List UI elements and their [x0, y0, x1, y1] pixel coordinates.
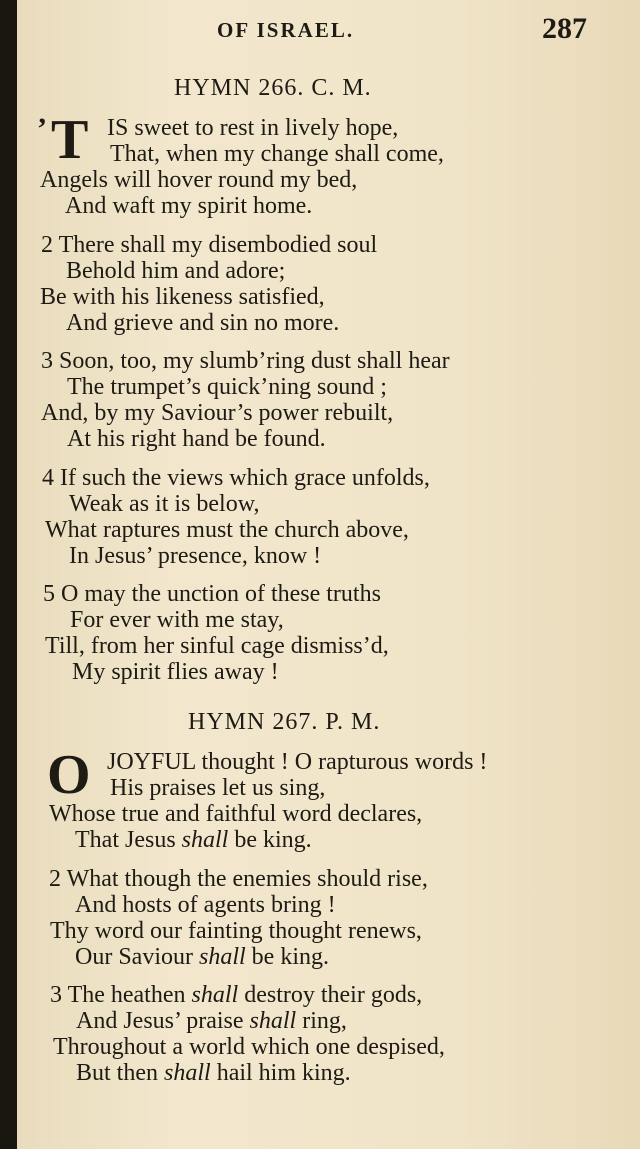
running-title: OF ISRAEL. [217, 18, 355, 42]
h266-s3-line3: And, by my Saviour’s power rebuilt, [41, 400, 394, 426]
h267-s3-line2: And Jesus’ praise shall ring, [76, 1008, 347, 1034]
h266-s1-line3: Angels will hover round my bed, [40, 167, 358, 193]
h267-s3-line3: Throughout a world which one despised, [53, 1034, 445, 1060]
h266-s2-line4: And grieve and sin no more. [66, 310, 340, 336]
h266-s1-line4: And waft my spirit home. [65, 193, 313, 219]
h266-s3-line2: The trumpet’s quick’ning sound ; [67, 374, 387, 400]
h266-s4-line2: Weak as it is below, [69, 491, 260, 517]
h267-s1-line2: His praises let us sing, [110, 775, 326, 801]
h266-s4-line3: What raptures must the church above, [45, 517, 409, 543]
h266-s1-line2: That, when my change shall come, [110, 141, 444, 167]
h266-s3-line4: At his right hand be found. [67, 426, 326, 452]
h267-s1-line3: Whose true and faithful word declares, [49, 801, 423, 827]
hymn-267-heading: HYMN 267. P. M. [188, 709, 381, 735]
dropcap-apostrophe: ’ [37, 112, 47, 145]
h266-s5-line4: My spirit flies away ! [72, 659, 279, 685]
h267-s1-line1: JOYFUL thought ! O rapturous words ! [107, 749, 488, 775]
book-spine-shadow [0, 0, 17, 1149]
h267-s2-line1: 2 What though the enemies should rise, [49, 866, 428, 892]
h266-s1-line1: IS sweet to rest in lively hope, [107, 115, 399, 141]
h267-s1-line4: That Jesus shall be king. [75, 827, 312, 853]
h267-s2-line3: Thy word our fainting thought renews, [50, 918, 422, 944]
h266-s3-line1: 3 Soon, too, my slumb’ring dust shall hear [41, 348, 450, 374]
book-page [17, 0, 640, 1149]
h266-s5-line2: For ever with me stay, [70, 607, 284, 633]
h267-s2-line2: And hosts of agents bring ! [75, 892, 336, 918]
hymn-266-heading: HYMN 266. C. M. [174, 75, 372, 101]
h266-s4-line4: In Jesus’ presence, know ! [69, 543, 322, 569]
hymn-266-dropcap: T [51, 109, 89, 171]
page-number: 287 [542, 12, 587, 45]
h267-s3-line4: But then shall hail him king. [76, 1060, 351, 1086]
h267-s2-line4: Our Saviour shall be king. [75, 944, 329, 970]
h266-s2-line3: Be with his likeness satisfied, [40, 284, 325, 310]
h266-s2-line2: Behold him and adore; [66, 258, 286, 284]
h266-s5-line3: Till, from her sinful cage dismiss’d, [45, 633, 389, 659]
h267-s3-line1: 3 The heathen shall destroy their gods, [50, 982, 423, 1008]
hymn-267-dropcap: O [47, 744, 91, 806]
h266-s2-line1: 2 There shall my disembodied soul [41, 232, 378, 258]
h266-s5-line1: 5 O may the unction of these truths [43, 581, 381, 607]
h266-s4-line1: 4 If such the views which grace unfolds, [42, 465, 430, 491]
